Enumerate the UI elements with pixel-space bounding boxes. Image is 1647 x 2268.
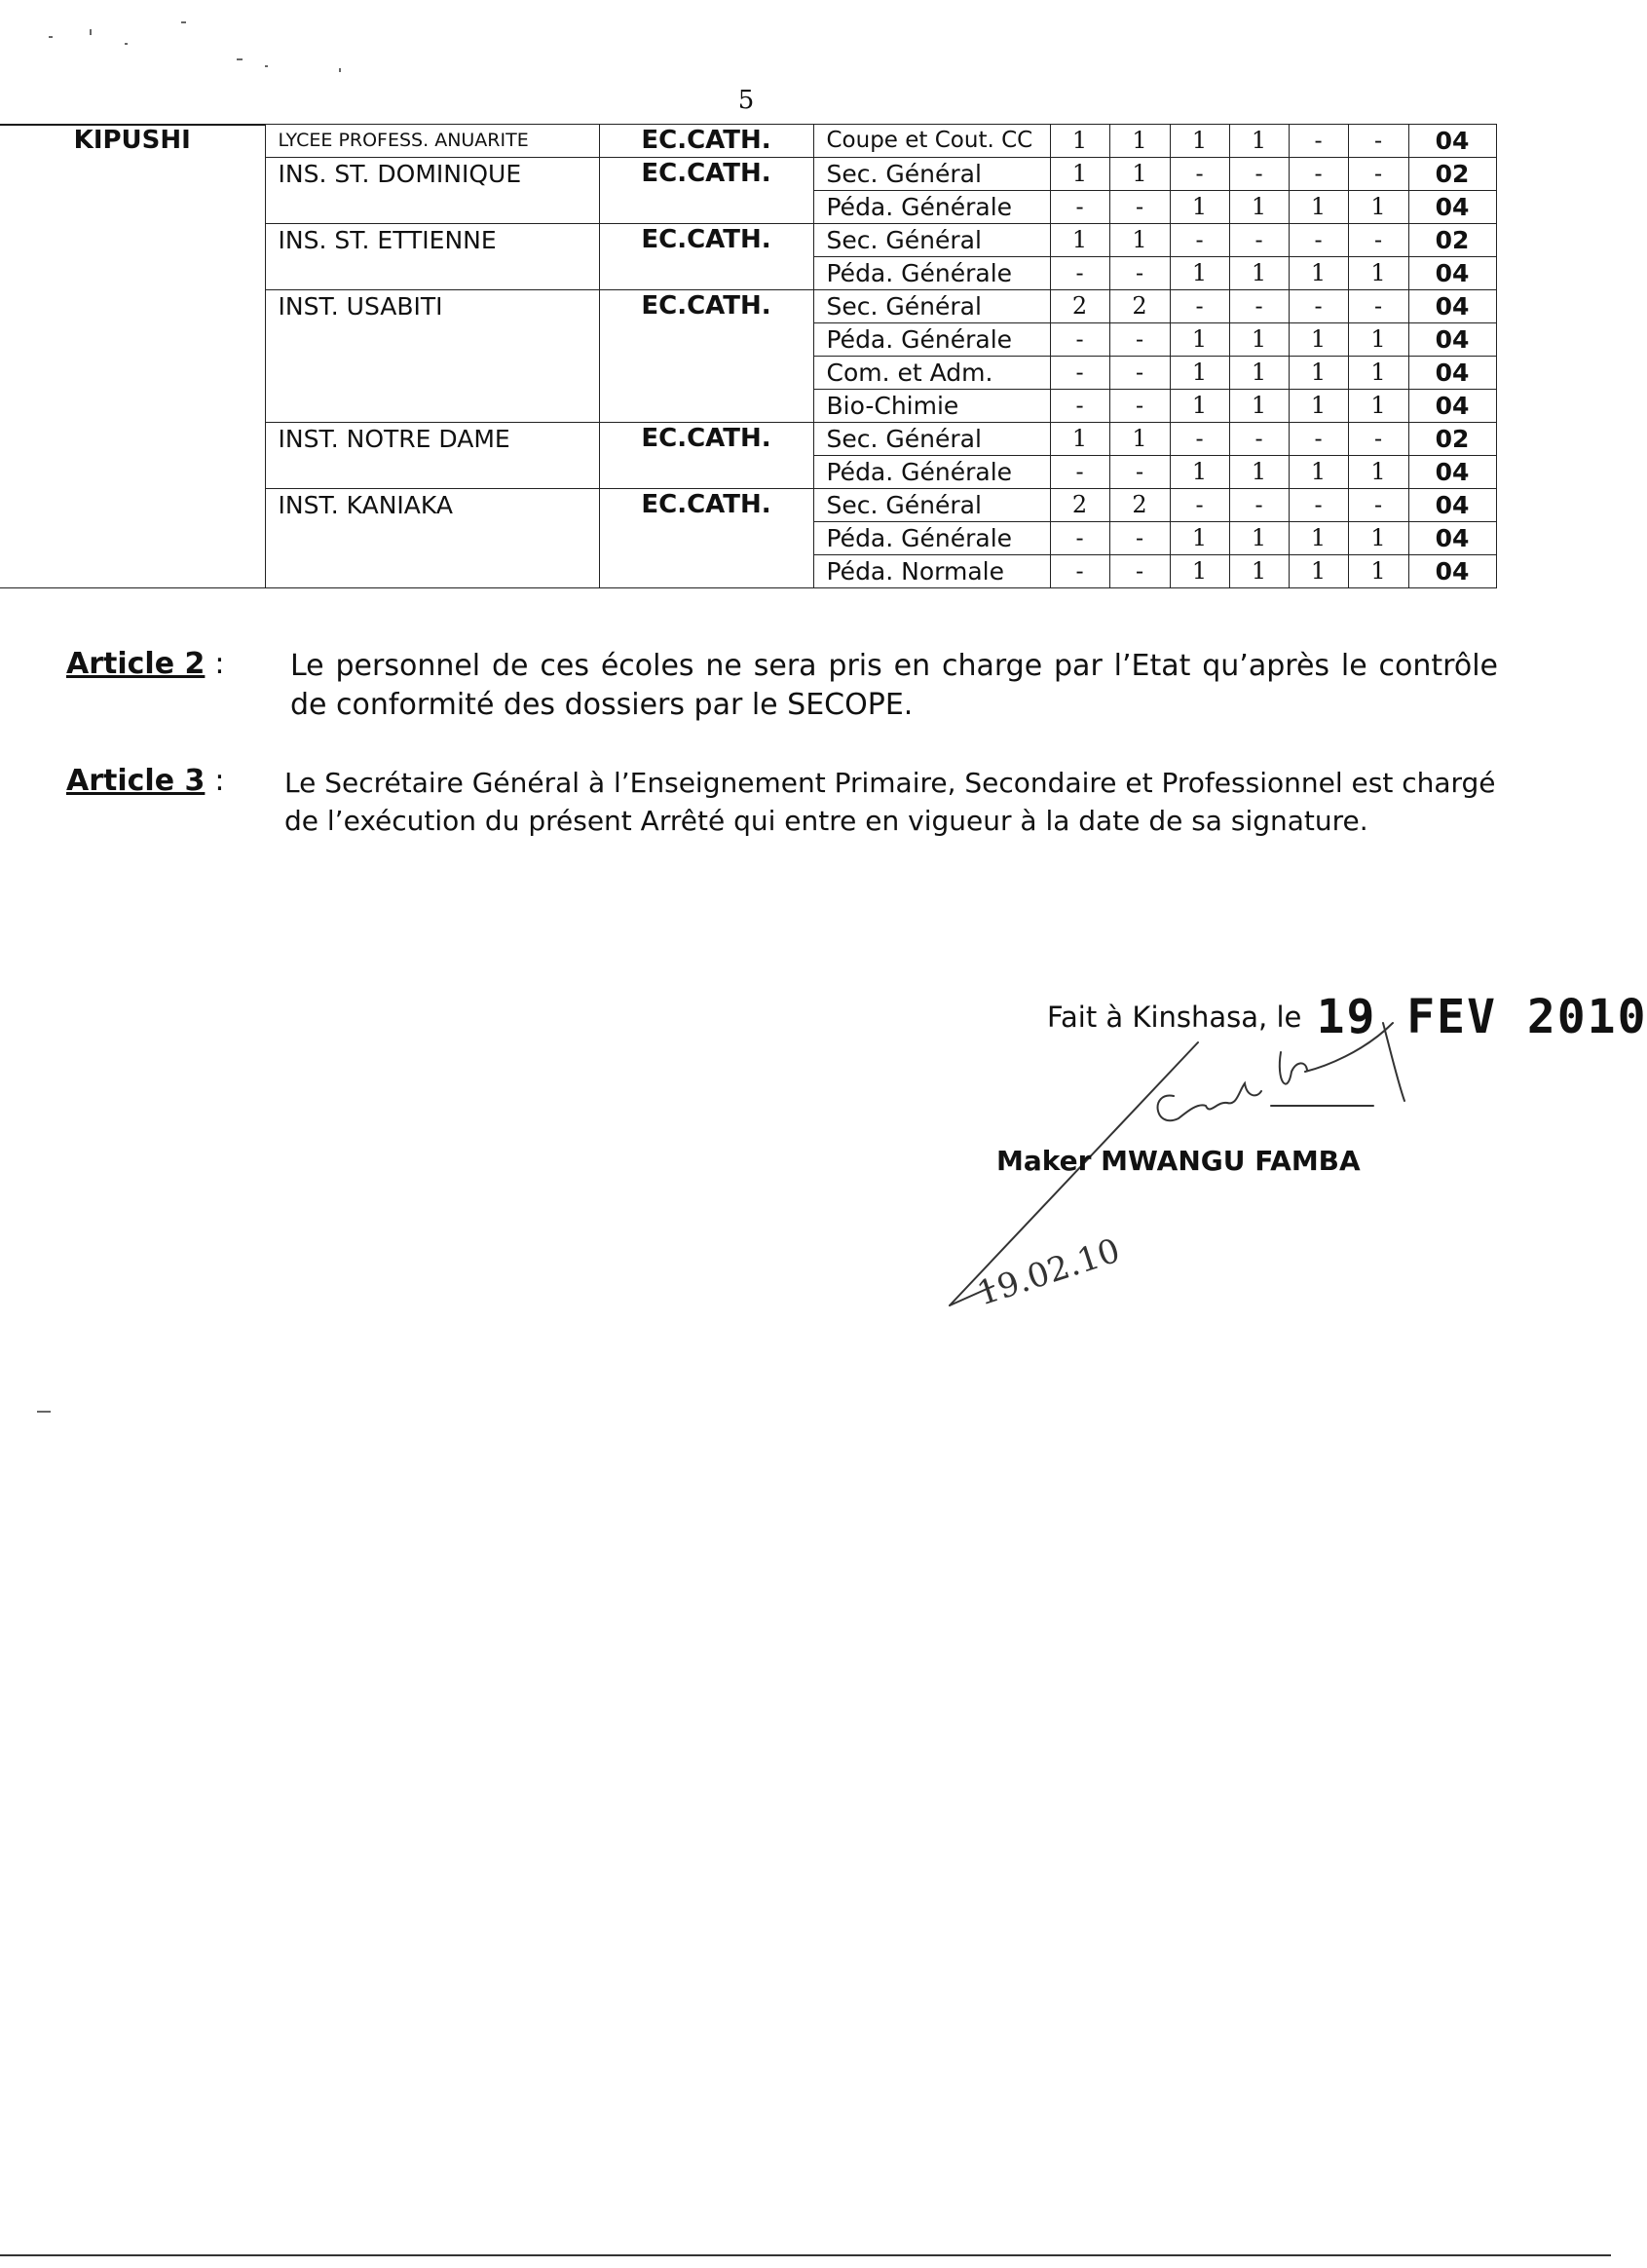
class-count-6: - — [1348, 158, 1408, 191]
row-total: 04 — [1408, 456, 1496, 489]
class-count-1: - — [1050, 257, 1109, 290]
class-count-5: 1 — [1289, 191, 1348, 224]
class-count-3: - — [1170, 423, 1229, 456]
school-name: LYCEE PROFESS. ANUARITE — [265, 125, 599, 158]
class-count-2: 2 — [1109, 290, 1170, 323]
class-count-2: - — [1109, 390, 1170, 423]
row-total: 04 — [1408, 522, 1496, 555]
option-name: Sec. Général — [813, 158, 1050, 191]
class-count-5: 1 — [1289, 323, 1348, 357]
class-count-3: 1 — [1170, 125, 1229, 158]
row-total: 02 — [1408, 158, 1496, 191]
article-3-text: Le Secrétaire Général à l’Enseignement Primaire, Secondaire et Professionnel est chargé de l’exécution du présent Arrêté qui entre en vigueur à la date de sa signature. — [284, 767, 1496, 837]
class-count-1: 1 — [1050, 125, 1109, 158]
class-count-2: 1 — [1109, 423, 1170, 456]
class-count-6: 1 — [1348, 522, 1408, 555]
class-count-1: - — [1050, 323, 1109, 357]
table-row — [0, 125, 1496, 158]
school-name: INST. KANIAKA — [265, 489, 599, 588]
school-network: EC.CATH. — [599, 125, 813, 158]
class-count-1: - — [1050, 357, 1109, 390]
class-count-6: 1 — [1348, 357, 1408, 390]
article-2-text: Le personnel de ces écoles ne sera pris en charge par l’Etat qu’après le contrôle de conformité des dossiers par le SECOPE. — [290, 649, 1498, 722]
class-count-3: 1 — [1170, 456, 1229, 489]
class-count-6: 1 — [1348, 390, 1408, 423]
class-count-1: - — [1050, 390, 1109, 423]
schools-table-body — [0, 125, 1496, 588]
class-count-6: - — [1348, 489, 1408, 522]
school-network: EC.CATH. — [599, 489, 813, 588]
class-count-2: - — [1109, 456, 1170, 489]
class-count-6: - — [1348, 125, 1408, 158]
class-count-2: 1 — [1109, 125, 1170, 158]
class-count-4: 1 — [1229, 125, 1289, 158]
class-count-6: - — [1348, 224, 1408, 257]
class-count-3: 1 — [1170, 191, 1229, 224]
row-total: 02 — [1408, 423, 1496, 456]
class-count-2: - — [1109, 357, 1170, 390]
class-count-1: - — [1050, 555, 1109, 588]
class-count-3: - — [1170, 290, 1229, 323]
option-name: Sec. Général — [813, 423, 1050, 456]
class-count-2: - — [1109, 257, 1170, 290]
school-name: INS. ST. ETTIENNE — [265, 224, 599, 290]
class-count-3: - — [1170, 158, 1229, 191]
signatory-name: Maker MWANGU FAMBA — [996, 1145, 1361, 1177]
class-count-1: - — [1050, 456, 1109, 489]
class-count-1: 1 — [1050, 158, 1109, 191]
class-count-2: 1 — [1109, 158, 1170, 191]
class-count-4: 1 — [1229, 323, 1289, 357]
class-count-1: 2 — [1050, 290, 1109, 323]
class-count-5: - — [1289, 423, 1348, 456]
class-count-5: 1 — [1289, 390, 1348, 423]
class-count-6: 1 — [1348, 456, 1408, 489]
class-count-6: - — [1348, 423, 1408, 456]
row-total: 02 — [1408, 224, 1496, 257]
class-count-4: - — [1229, 158, 1289, 191]
class-count-3: 1 — [1170, 257, 1229, 290]
class-count-2: 1 — [1109, 224, 1170, 257]
school-name: INS. ST. DOMINIQUE — [265, 158, 599, 224]
option-name: Péda. Générale — [813, 257, 1050, 290]
school-network: EC.CATH. — [599, 290, 813, 423]
option-name: Com. et Adm. — [813, 357, 1050, 390]
class-count-6: 1 — [1348, 323, 1408, 357]
class-count-5: - — [1289, 224, 1348, 257]
option-name: Péda. Normale — [813, 555, 1050, 588]
class-count-3: 1 — [1170, 555, 1229, 588]
school-network: EC.CATH. — [599, 423, 813, 489]
class-count-5: - — [1289, 290, 1348, 323]
class-count-2: - — [1109, 323, 1170, 357]
class-count-4: 1 — [1229, 257, 1289, 290]
class-count-6: 1 — [1348, 257, 1408, 290]
class-count-4: - — [1229, 423, 1289, 456]
class-count-4: 1 — [1229, 555, 1289, 588]
class-count-5: 1 — [1289, 357, 1348, 390]
row-total: 04 — [1408, 555, 1496, 588]
row-total: 04 — [1408, 323, 1496, 357]
class-count-3: - — [1170, 489, 1229, 522]
class-count-3: 1 — [1170, 390, 1229, 423]
row-total: 04 — [1408, 390, 1496, 423]
school-name: INST. NOTRE DAME — [265, 423, 599, 489]
class-count-6: 1 — [1348, 191, 1408, 224]
option-name: Sec. Général — [813, 224, 1050, 257]
school-name: INST. USABITI — [265, 290, 599, 423]
school-network: EC.CATH. — [599, 158, 813, 224]
option-name: Sec. Général — [813, 489, 1050, 522]
row-total: 04 — [1408, 489, 1496, 522]
class-count-1: 2 — [1050, 489, 1109, 522]
class-count-2: 2 — [1109, 489, 1170, 522]
class-count-5: - — [1289, 489, 1348, 522]
row-total: 04 — [1408, 125, 1496, 158]
class-count-5: 1 — [1289, 257, 1348, 290]
class-count-5: 1 — [1289, 555, 1348, 588]
class-count-4: - — [1229, 224, 1289, 257]
class-count-5: - — [1289, 158, 1348, 191]
class-count-6: 1 — [1348, 555, 1408, 588]
class-count-5: - — [1289, 125, 1348, 158]
class-count-1: - — [1050, 191, 1109, 224]
class-count-4: 1 — [1229, 522, 1289, 555]
option-name: Sec. Général — [813, 290, 1050, 323]
class-count-4: - — [1229, 489, 1289, 522]
row-total: 04 — [1408, 357, 1496, 390]
class-count-1: 1 — [1050, 423, 1109, 456]
option-name: Péda. Générale — [813, 323, 1050, 357]
class-count-2: - — [1109, 191, 1170, 224]
row-total: 04 — [1408, 191, 1496, 224]
class-count-4: - — [1229, 290, 1289, 323]
class-count-3: 1 — [1170, 357, 1229, 390]
handwritten-date: 19.02.10 — [972, 1230, 1125, 1314]
class-count-4: 1 — [1229, 390, 1289, 423]
option-name: Péda. Générale — [813, 456, 1050, 489]
option-name: Péda. Générale — [813, 191, 1050, 224]
class-count-2: - — [1109, 555, 1170, 588]
option-name: Coupe et Cout. CC — [813, 125, 1050, 158]
class-count-3: 1 — [1170, 522, 1229, 555]
date-stamp: 19 FEV 2010 — [1316, 990, 1647, 1044]
class-count-4: 1 — [1229, 357, 1289, 390]
article-3-label: Article 3 : — [66, 764, 225, 798]
school-network: EC.CATH. — [599, 224, 813, 290]
class-count-4: 1 — [1229, 456, 1289, 489]
class-count-5: 1 — [1289, 456, 1348, 489]
place-text: Fait à Kinshasa, le — [1047, 1001, 1302, 1034]
row-total: 04 — [1408, 257, 1496, 290]
class-count-2: - — [1109, 522, 1170, 555]
article-2-label: Article 2 : — [66, 647, 225, 681]
class-count-3: 1 — [1170, 323, 1229, 357]
class-count-5: 1 — [1289, 522, 1348, 555]
schools-table — [0, 124, 1497, 588]
page-number: 5 — [737, 86, 755, 115]
class-count-4: 1 — [1229, 191, 1289, 224]
row-total: 04 — [1408, 290, 1496, 323]
class-count-3: - — [1170, 224, 1229, 257]
option-name: Bio-Chimie — [813, 390, 1050, 423]
district-name: KIPUSHI — [0, 125, 265, 588]
class-count-1: 1 — [1050, 224, 1109, 257]
bottom-rule — [0, 2254, 1611, 2256]
option-name: Péda. Générale — [813, 522, 1050, 555]
class-count-1: - — [1050, 522, 1109, 555]
class-count-6: - — [1348, 290, 1408, 323]
